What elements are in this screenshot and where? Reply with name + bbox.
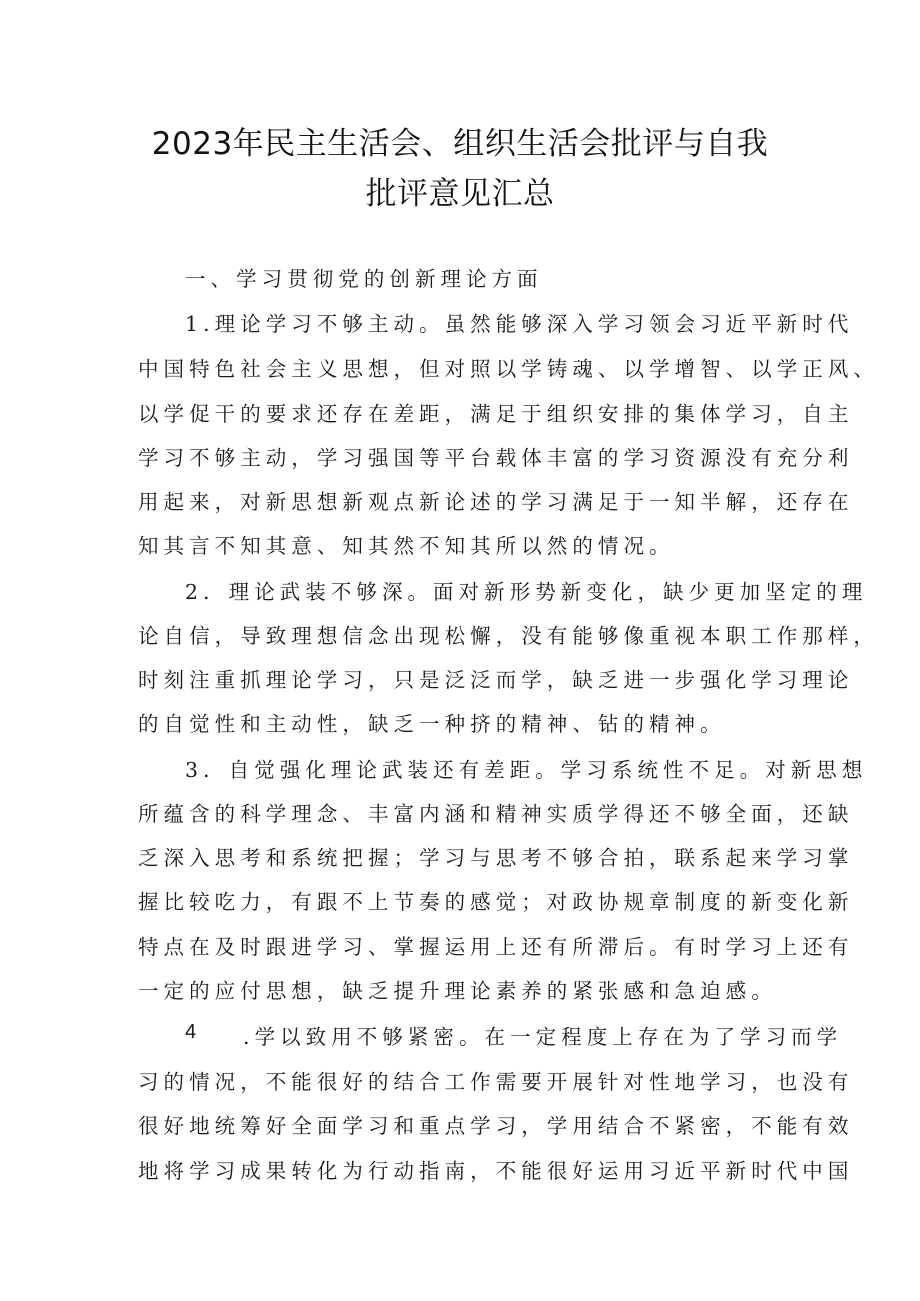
item3-line-4: 握比较吃力，有跟不上节奏的感觉；对政协规章制度的新变化新 [138, 890, 854, 914]
item1-line-6: 知其言不知其意、知其然不知其所以然的情况。 [138, 534, 675, 558]
item1-line-2: 中国特色社会主义思想，但对照以学铸魂、以学增智、以学正风、 [138, 357, 879, 381]
item3-line-2: 所蕴含的科学理念、丰富内涵和精神实质学得还不够全面，还缺 [138, 802, 854, 826]
item4-line-2: 习的情况，不能很好的结合工作需要开展针对性地学习，也没有 [138, 1070, 854, 1094]
item1-line-1: 1.理论学习不够主动。虽然能够深入学习领会习近平新时代 [185, 312, 854, 336]
item4-line-1: .学以致用不够紧密。在一定程度上存在为了学习而学 [243, 1025, 843, 1049]
item3-line-3: 乏深入思考和系统把握；学习与思考不够合拍，联系起来学习掌 [138, 846, 854, 870]
document-title-line-1: 2023年民主生活会、组织生活会批评与自我 [151, 126, 769, 162]
item1-line-4: 学习不够主动，学习强国等平台载体丰富的学习资源没有充分利 [138, 446, 854, 470]
document-title-line-2: 批评意见汇总 [365, 176, 555, 212]
item3-line-1: 3．自觉强化理论武装还有差距。学习系统性不足。对新思想 [185, 758, 868, 782]
item4-line-4: 地将学习成果转化为行动指南，不能很好运用习近平新时代中国 [138, 1159, 854, 1183]
item4-number: 4 [185, 1021, 197, 1043]
item3-line-5: 特点在及时跟进学习、掌握运用上还有所滞后。有时学习上还有 [138, 935, 854, 959]
item2-line-3: 时刻注重抓理论学习，只是泛泛而学，缺乏进一步强化学习理论 [138, 668, 854, 692]
item4-line-3: 很好地统筹好全面学习和重点学习，学用结合不紧密，不能有效 [138, 1114, 854, 1138]
item2-line-2: 论自信，导致理想信念出现松懈，没有能够像重视本职工作那样， [138, 624, 879, 648]
item2-line-4: 的自觉性和主动性，缺乏一种挤的精神、钻的精神。 [138, 712, 726, 736]
section-heading: 一、学习贯彻党的创新理论方面 [185, 267, 543, 291]
item1-line-3: 以学促干的要求还存在差距，满足于组织安排的集体学习，自主 [138, 402, 854, 426]
item1-line-5: 用起来，对新思想新观点新论述的学习满足于一知半解，还存在 [138, 490, 854, 514]
item3-line-6: 一定的应付思想，缺乏提升理论素养的紧张感和急迫感。 [138, 979, 777, 1003]
item2-line-1: 2．理论武装不够深。面对新形势新变化，缺少更加坚定的理 [185, 580, 868, 604]
